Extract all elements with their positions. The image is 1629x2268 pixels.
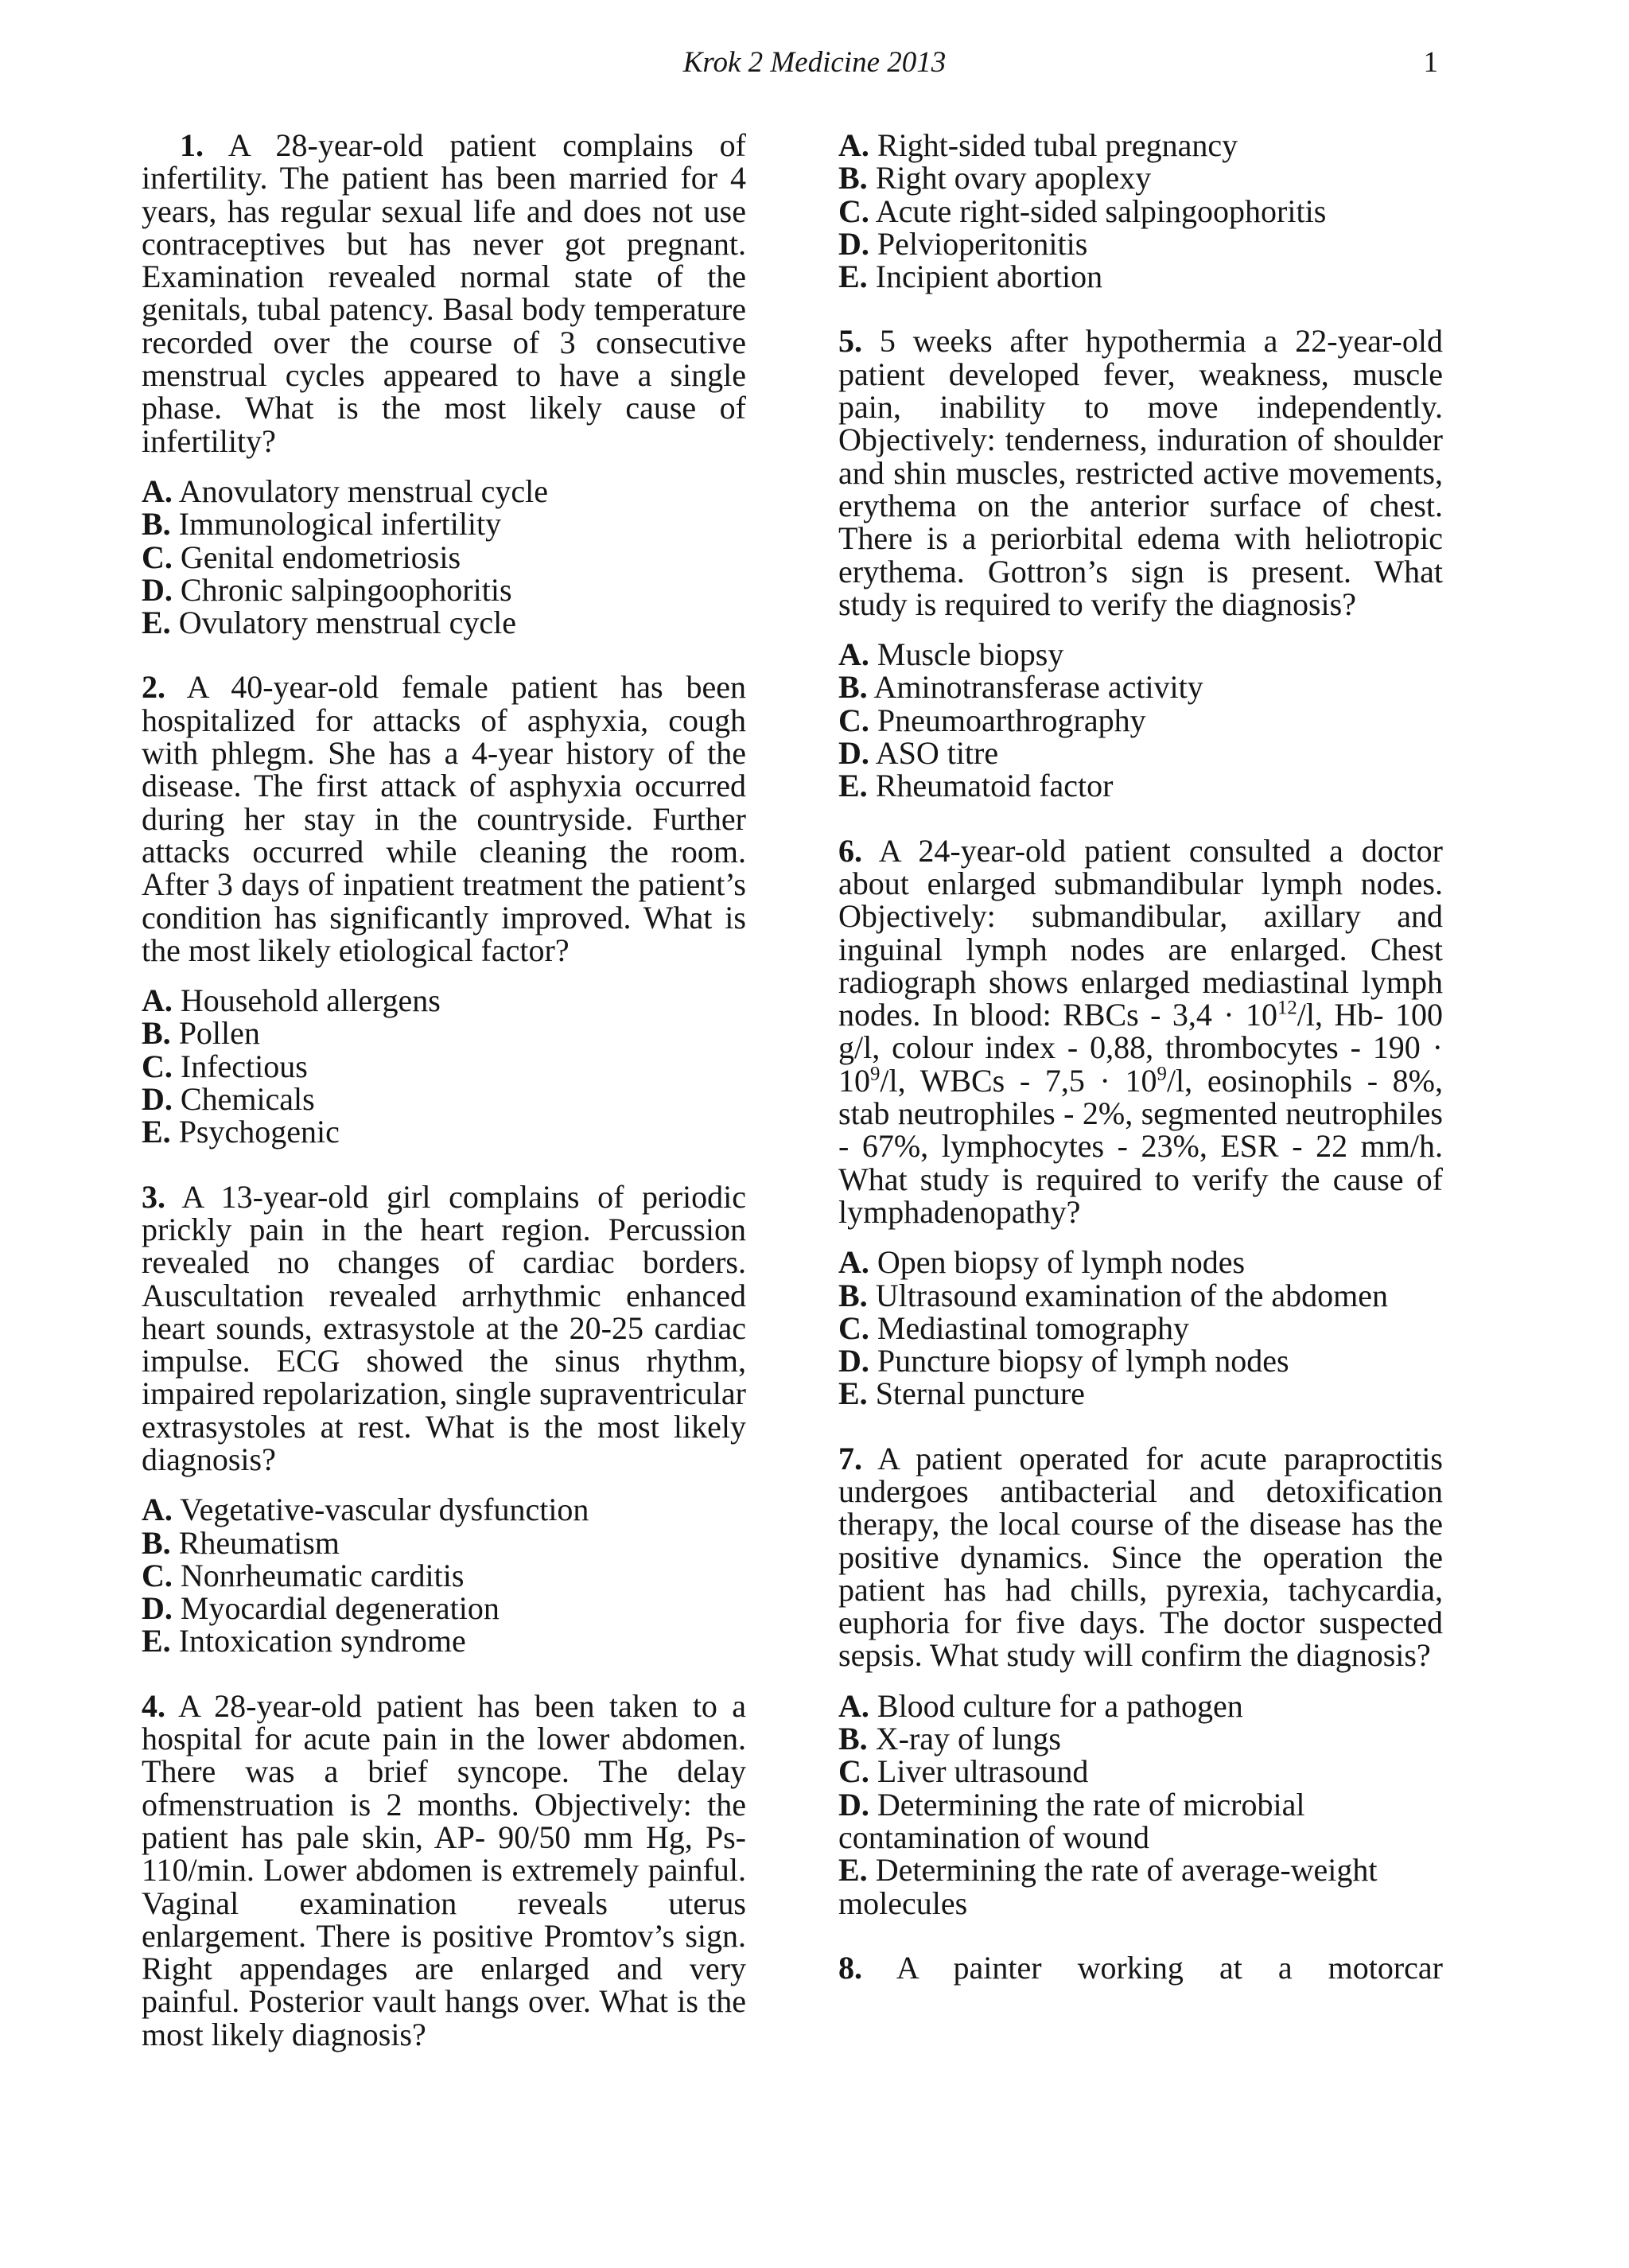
question-text: /l, eosinophils - 8%, stab neutrophiles - 2%, segmented neutrophiles - 67%, lymphocytes - 23%, ESR - 22 mm/h. What study is required to verify the cause of lymphadenopathy? [838,1062,1444,1230]
question-text: 5 weeks after hypothermia a 22-year-old patient developed fever, weakness, muscle pain, inability to move independently. Objectively: tenderness, induration of shoulder and shin muscles, restricted active movements, erythema on the anterior surface of chest. There is a periorbital edema with heliotropic erythema. Gottron’s sign is present. What study is required to verify the diagnosis? [838,323,1443,622]
answer-option: B. X-ray of lungs [838,1721,1061,1757]
answer-option: D. Chronic salpingoophoritis [142,571,512,608]
question-4 [142,1687,747,2052]
question-text: /l, Hb- 100 g/l, colour index - 0,88, thrombocytes - 190 · 10 [838,997,1443,1099]
question-number: 7. [838,1440,862,1476]
answer-option: C. Liver ultrasound [838,1753,1089,1790]
question-stem [142,1687,747,2052]
answer-option: E. Sternal puncture [838,1375,1085,1412]
question-stem [838,1442,1443,1672]
question-stem [838,1951,1443,1984]
answer-option: E. Psychogenic [142,1114,340,1150]
answer-option: B. Rheumatism [142,1524,340,1561]
answer-option: B. Right ovary apoplexy [838,160,1152,196]
question-stem [838,834,1443,1229]
question-number: 8. [838,1949,862,1986]
answer-option: D. Myocardial degeneration [142,1590,500,1627]
answer-option: A. Blood culture for a pathogen [838,1687,1243,1724]
answer-options [142,475,746,639]
answer-option: B. Aminotransferase activity [838,669,1203,706]
answer-option: B. Immunological infertility [142,506,502,543]
answer-option: A. Vegetative-vascular dysfunction [142,1492,589,1528]
question-8 [838,1951,1443,1984]
answer-option: D. Pelvioperitonitis [838,225,1088,262]
answer-options [142,984,746,1148]
answer-option: C. Pneumoarthrography [838,702,1146,738]
answer-option: C. Infectious [142,1048,308,1084]
answer-option: A. Right-sided tubal pregnancy [838,127,1238,163]
question-3 [142,1178,747,1659]
exponent: 9 [1157,1063,1167,1085]
answer-option: B. Pollen [142,1015,260,1052]
question-text: /l, WBCs - 7,5 · 10 [880,1062,1157,1099]
question-text: A 13-year-old girl complains of periodic prickly pain in the heart region. Percussion revealed no changes of cardiac borders. Auscultation revealed arrhythmic enhanced heart sounds, extrasystole at the 20-25 cardiac impulse. ECG showed the sinus rhythm, impaired repolarization, single supraventricular extrasystoles at rest. What is the most likely diagnosis? [142,1178,747,1477]
question-number: 3. [142,1178,165,1215]
answer-option: A. Anovulatory menstrual cycle [142,473,548,509]
answer-option: A. Muscle biopsy [838,636,1064,673]
running-title: Krok 2 Medicine 2013 [682,46,947,79]
answer-options [142,1493,746,1657]
question-text: A 28-year-old patient complains of infertility. The patient has been married for 4 years, has regular sexual life and does not use contraceptives but has never got pregnant. Examination revealed normal state of the genitals, tubal patency. Basal body temperature recorded over the course of 3 consecutive menstrual cycles appeared to have a single phase. What is the most likely cause of infertility? [142,127,746,459]
question-stem [838,325,1443,620]
answer-option: D. Chemicals [142,1081,315,1118]
answer-option: C. Genital endometriosis [142,539,461,575]
question-text: A 28-year-old patient has been taken to a hospital for acute pain in the lower abdomen. There was a brief syncope. The delay ofmenstruation is 2 months. Objectively: the patient has pale skin, AP- 90/50 mm Hg, Ps- 110/min. Lower abdomen is extremely painful. Vaginal examination reveals uterus enlargement. There is positive Promtov’s sign. Right appendages are enlarged and very painful. Posterior vault hangs over. What is the most likely diagnosis? [142,1687,747,2052]
answer-option: D. Puncture biopsy of lymph nodes [838,1343,1289,1379]
page-header [0,43,1629,83]
answer-option: D. ASO titre [838,735,999,772]
question-text: A 40-year-old female patient has been hospitalized for attacks of asphyxia, cough with phlegm. She has a 4-year history of the disease. The first attack of asphyxia occurred during her stay in the countryside. Further attacks occurred while cleaning the room. After 3 days of inpatient treatment the patient’s condition has significantly improved. What is the most likely etiological factor? [142,669,746,968]
question-5 [838,325,1443,802]
question-number: 4. [142,1687,165,1724]
question-text: A patient operated for acute paraproctitis undergoes antibacterial and detoxification therapy, the local course of the disease has the positive dynamics. Since the operation the patient has had chills, pyrexia, tachycardia, euphoria for five days. The doctor suspected sepsis. What study will confirm the diagnosis? [838,1440,1443,1674]
answer-option: C. Mediastinal tomography [838,1309,1190,1346]
answer-option: D. Determining the rate of microbial contamination of wound [838,1786,1305,1855]
question-2 [142,671,746,1148]
answer-option: E. Determining the rate of average-weight molecules [838,1852,1378,1921]
answer-options [838,129,1443,293]
question-stem [142,671,746,967]
answer-option: B. Ultrasound examination of the abdomen [838,1277,1388,1313]
answer-options [838,638,1443,802]
question-4-options [838,129,1443,293]
answer-options [838,1246,1443,1410]
left-column [142,129,746,2083]
answer-options [838,1687,1443,1921]
question-number: 2. [142,669,165,706]
question-1 [142,129,746,639]
answer-option: A. Open biopsy of lymph nodes [838,1244,1246,1281]
page-number: 1 [1423,46,1438,79]
answer-option: E. Intoxication syndrome [142,1623,466,1659]
answer-option: C. Nonrheumatic carditis [142,1557,465,1593]
exponent: 9 [870,1063,881,1085]
question-stem [142,1178,747,1477]
question-number: 6. [838,832,862,869]
question-number: 1. [180,127,204,163]
answer-option: C. Acute right-sided salpingoophoritis [838,193,1327,229]
question-6 [838,834,1443,1410]
question-7 [838,1442,1443,1920]
answer-option: E. Ovulatory menstrual cycle [142,605,516,641]
question-text: A painter working at a motorcar [896,1949,1443,1986]
exponent: 12 [1277,997,1297,1019]
question-stem [142,129,746,457]
question-number: 5. [838,323,862,360]
question-text: A 24-year-old patient consulted a doctor about enlarged submandibular lymph nodes. Objectively: submandibular, axillary and inguinal lymph nodes are enlarged. Chest radiograph shows enlarged mediastinal lymph nodes. In blood: RBCs - 3,4 · 10 [838,832,1443,1033]
answer-option: E. Rheumatoid factor [838,768,1114,804]
answer-option: E. Incipient abortion [838,259,1103,295]
right-column [838,129,1443,2016]
answer-option: A. Household allergens [142,982,441,1019]
